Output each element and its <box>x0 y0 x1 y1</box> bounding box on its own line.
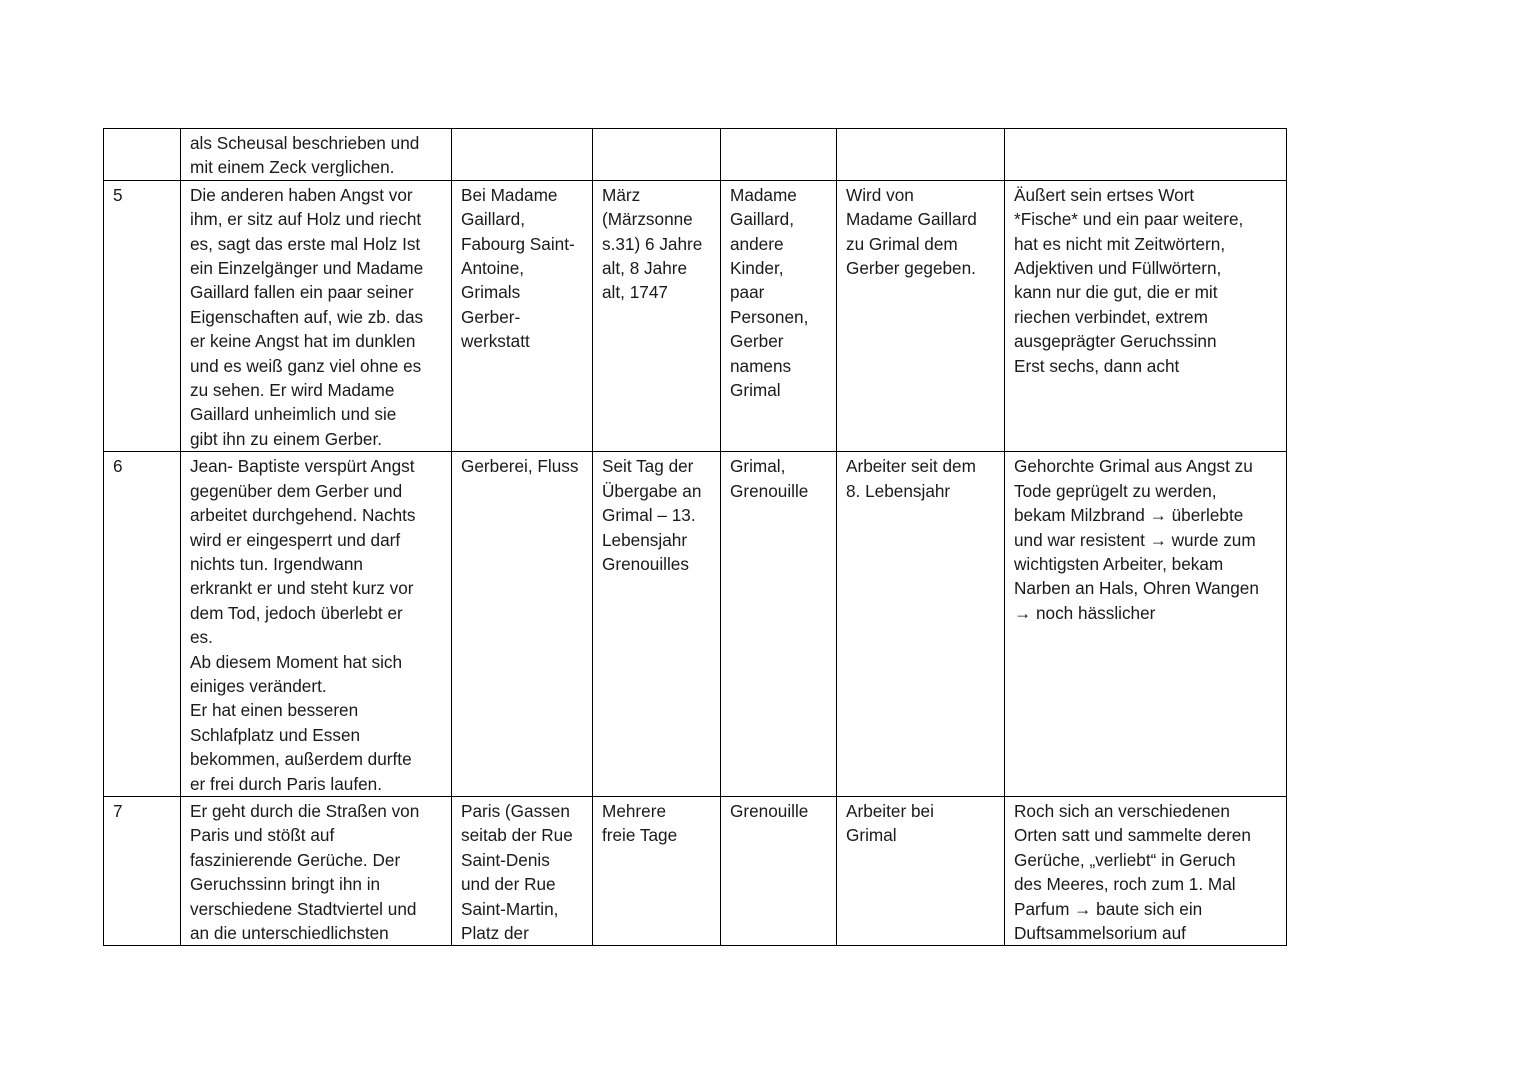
persons-cell: Grimal, Grenouille <box>721 452 837 797</box>
place-cell: Paris (Gassen seitab der Rue Saint-Denis und der Rue Saint-Martin, Platz der <box>452 796 593 945</box>
chapter-summary-table <box>103 128 1287 946</box>
place-cell <box>452 129 593 181</box>
content-cell: Jean- Baptiste verspürt Angst gegenüber dem Gerber und arbeitet durchgehend. Nachts wird er eingesperrt und darf nichts tun. Irgendwann erkrankt er und steht kurz vor dem Tod, jedoch überlebt er es. Ab diesem Moment hat sich einiges verändert. Er hat einen besseren Schlafplatz und Essen bekommen, außerdem durfte er frei durch Paris laufen. <box>181 452 452 797</box>
situation-cell: Wird von Madame Gaillard zu Grimal dem Gerber gegeben. <box>837 180 1005 451</box>
notes-cell: Roch sich an verschiedenen Orten satt und sammelte deren Gerüche, „verliebt“ in Geruch des Meeres, roch zum 1. Mal Parfum → baute sich ein Duftsammelsorium auf <box>1005 796 1287 945</box>
table-row <box>104 180 1287 451</box>
situation-cell <box>837 129 1005 181</box>
content-cell: Er geht durch die Straßen von Paris und stößt auf faszinierende Gerüche. Der Geruchssinn bringt ihn in verschiedene Stadtviertel und an die unterschiedlichsten <box>181 796 452 945</box>
table-row <box>104 129 1287 181</box>
time-cell <box>593 129 721 181</box>
place-cell: Gerberei, Fluss <box>452 452 593 797</box>
notes-cell <box>1005 129 1287 181</box>
persons-cell: Madame Gaillard, andere Kinder, paar Personen, Gerber namens Grimal <box>721 180 837 451</box>
notes-cell: Äußert sein ertses Wort *Fische* und ein paar weitere, hat es nicht mit Zeitwörtern, Adjektiven und Füllwörtern, kann nur die gut, die er mit riechen verbindet, extrem ausgeprägter Geruchssinn Erst sechs, dann acht <box>1005 180 1287 451</box>
content-cell: als Scheusal beschrieben und mit einem Zeck verglichen. <box>181 129 452 181</box>
table-row <box>104 796 1287 945</box>
table-row <box>104 452 1287 797</box>
persons-cell <box>721 129 837 181</box>
time-cell: Mehrere freie Tage <box>593 796 721 945</box>
content-cell: Die anderen haben Angst vor ihm, er sitz auf Holz und riecht es, sagt das erste mal Holz Ist ein Einzelgänger und Madame Gaillard fallen ein paar seiner Eigenschaften auf, wie zb. das er keine Angst hat im dunklen und es weiß ganz viel ohne es zu sehen. Er wird Madame Gaillard unheimlich und sie gibt ihn zu einem Gerber. <box>181 180 452 451</box>
situation-cell: Arbeiter seit dem 8. Lebensjahr <box>837 452 1005 797</box>
situation-cell: Arbeiter bei Grimal <box>837 796 1005 945</box>
time-cell: März (Märzsonne s.31) 6 Jahre alt, 8 Jahre alt, 1747 <box>593 180 721 451</box>
place-cell: Bei Madame Gaillard, Fabourg Saint- Antoine, Grimals Gerber- werkstatt <box>452 180 593 451</box>
document-page <box>103 128 1287 946</box>
chapter-number-cell: 7 <box>104 796 181 945</box>
time-cell: Seit Tag der Übergabe an Grimal – 13. Lebensjahr Grenouilles <box>593 452 721 797</box>
chapter-number-cell <box>104 129 181 181</box>
chapter-number-cell: 6 <box>104 452 181 797</box>
notes-cell: Gehorchte Grimal aus Angst zu Tode geprügelt zu werden, bekam Milzbrand → überlebte und war resistent → wurde zum wichtigsten Arbeiter, bekam Narben an Hals, Ohren Wangen → noch hässlicher <box>1005 452 1287 797</box>
chapter-number-cell: 5 <box>104 180 181 451</box>
persons-cell: Grenouille <box>721 796 837 945</box>
